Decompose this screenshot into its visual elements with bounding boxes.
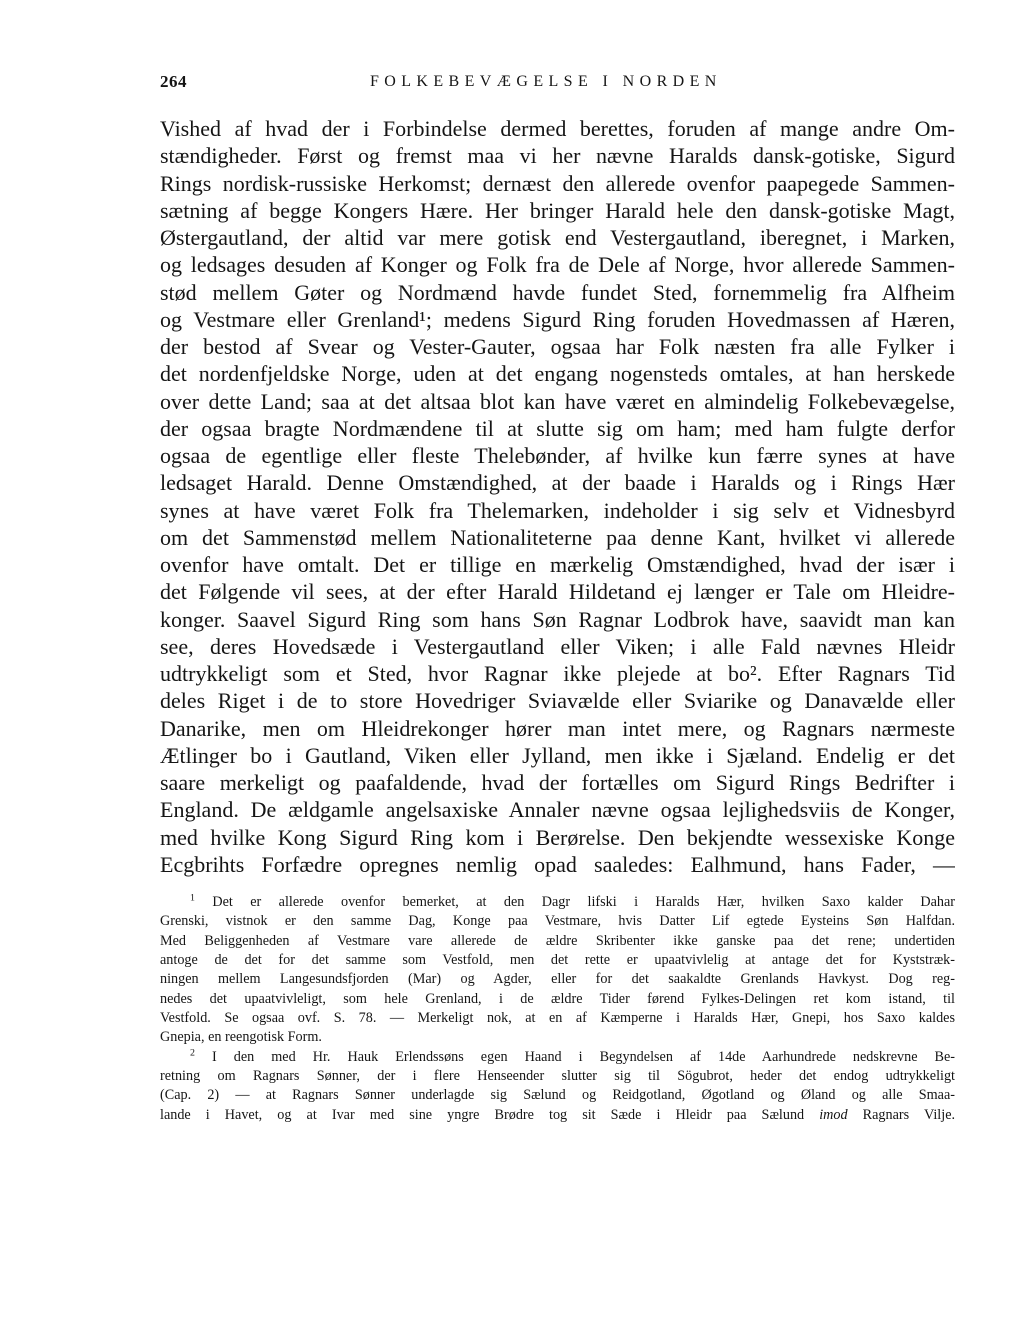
footnote-line xyxy=(160,1106,955,1125)
running-title: FOLKEBEVÆGELSE I NORDEN xyxy=(370,73,722,90)
footnote-line: Gnepia, en reengotisk Form. xyxy=(160,1029,322,1046)
footnote-line: ningen mellem Langesundsfjorden (Mar) og Agder, eller for det saakaldte Grenlands Havkyst. Dog reg- xyxy=(160,971,955,988)
body-line: over dette Land; saa at det altsaa blot kan have været en almindelig Folkebevægelse, xyxy=(160,388,955,414)
body-line: stændigheder. Først og fremst maa vi her nævne Haralds dansk-gotiske, Sigurd xyxy=(160,143,955,169)
footnote-line: nedes det upaatvivleligt, som hele Grenland, i de ældre Tider førend Fylkes-Delingen ret kom istand, til xyxy=(160,990,955,1007)
footnote-line: antoge de det for det samme som Vestfold, men det rette er upaatvivlelig at antage det for Kyststræk- xyxy=(160,952,955,969)
body-line: og ledsages desuden af Konger og Folk fra de Dele af Norge, hvor allerede Sammen- xyxy=(160,252,955,278)
body-line: Rings nordisk-russiske Herkomst; dernæst den allerede ovenfor paapegede Sammen- xyxy=(160,170,955,196)
body-line: udtrykkeligt som et Sted, hvor Ragnar ikke plejede at bo². Efter Ragnars Tid xyxy=(160,661,955,686)
running-head xyxy=(160,72,955,98)
footnote-1 xyxy=(160,893,955,1048)
footnotes xyxy=(160,893,955,1125)
footnote-marker: 2 xyxy=(190,1047,195,1059)
body-line: der ogsaa bragte Nordmændene til at slutte sig om ham; med ham fulgte derfor xyxy=(160,415,955,441)
footnote-line: Vestfold. Se ogsaa ovf. S. 78. — Merkeligt nok, at en af Kæmperne i Haralds Hær, Gnepi, hos Saxo kaldes xyxy=(160,1010,955,1027)
body-line: det Følgende vil sees, at der efter Harald Hildetand ej længer er Tale om Hleidre- xyxy=(160,579,955,605)
footnote-line: retning om Ragnars Sønner, der i flere Henseender slutter sig til Sögubrot, heder det endog udtrykkeligt xyxy=(160,1068,955,1085)
body-line: med hvilke Kong Sigurd Ring kom i Berørelse. Den bekjendte wessexiske Konge xyxy=(160,824,955,850)
body-line: saare merkeligt og paafaldende, hvad der fortælles om Sigurd Rings Bedrifter i xyxy=(160,770,955,795)
body-line: Ecgbrihts Forfædre opregnes nemlig opad saaledes: Ealhmund, hans Fader, — xyxy=(160,851,955,877)
footnote-line: (Cap. 2) — at Ragnars Sønner underlagde sig Sælund og Reidgotland, Øgotland og Øland og alle Smaa- xyxy=(160,1087,955,1104)
body-line: deles Riget i de to store Hovedriger Sviavælde eller Sviarike og Danavælde eller xyxy=(160,688,955,714)
footnote-italic-word: imod xyxy=(819,1106,848,1123)
body-line: det nordenfjeldske Norge, uden at det engang nogensteds omtales, at han herskede xyxy=(160,361,955,387)
body-line: see, deres Hovedsæde i Vestergautland eller Viken; i alle Fald nævnes Hleidr xyxy=(160,633,955,659)
footnote-2 xyxy=(160,1048,955,1125)
footnote-line: Grenski, vistnok er den samme Dag, Konge paa Vestmare, hvis Datter Lif egtede Eysteins Søn Halfdan. xyxy=(160,913,955,930)
body-line: om det Sammenstød mellem Nationaliteterne paa denne Kant, hvilket vi allerede xyxy=(160,524,955,550)
footnote-line xyxy=(160,893,955,912)
footnote-line xyxy=(160,1048,955,1067)
body-line: konger. Saavel Sigurd Ring som hans Søn Ragnar Lodbrok have, saavidt man kan xyxy=(160,606,955,632)
footnote-marker: 1 xyxy=(190,893,195,904)
body-line: og Vestmare eller Grenland¹; medens Sigurd Ring foruden Hovedmassen af Hæren, xyxy=(160,306,955,332)
footnote-text: I den med Hr. Hauk Erlendssøns egen Haand i Begyndelsen af 14de Aarhundrede nedskrevne Be- xyxy=(212,1048,955,1065)
body-line: Ætlinger bo i Gautland, Viken eller Jylland, men ikke i Sjæland. Endelig er det xyxy=(160,742,955,768)
body-line: ledsaget Harald. Denne Omstændighed, at der baade i Haralds og i Rings Hær xyxy=(160,470,955,496)
body-text xyxy=(160,115,955,878)
footnote-text: Ragnars Vilje. xyxy=(862,1106,955,1123)
page-number: 264 xyxy=(160,72,187,91)
body-line: stød mellem Gøter og Nordmænd havde fundet Sted, fornemmelig fra Alfheim xyxy=(160,279,955,305)
body-line: Østergautland, der altid var mere gotisk end Vestergautland, iberegnet, i Marken, xyxy=(160,225,955,250)
body-line: ovenfor have omtalt. Det er tillige en mærkelig Omstændighed, hvad der især i xyxy=(160,552,955,577)
body-line: Vished af hvad der i Forbindelse dermed berettes, foruden af mange andre Om- xyxy=(160,116,955,141)
body-line: sætning af begge Kongers Hære. Her bringer Harald hele den dansk-gotiske Magt, xyxy=(160,197,955,223)
body-line: synes at have været Folk fra Thelemarken, indeholder i sig selv et Vidnesbyrd xyxy=(160,497,955,523)
body-line: England. De ældgamle angelsaxiske Annaler nævne ogsaa lejlighedsviis de Konger, xyxy=(160,797,955,823)
body-line: Danarike, men om Hleidrekonger hører man intet mere, og Ragnars nærmeste xyxy=(160,715,955,741)
footnote-text: Det er allerede ovenfor bemerket, at den Dagr lifski i Haralds Hær, hvilken Saxo kalder Dahar xyxy=(212,894,955,910)
body-line: ogsaa de egentlige eller fleste Thelebønder, af hvilke kun færre synes at have xyxy=(160,443,955,468)
footnote-line: Med Beliggenheden af Vestmare vare allerede de ældre Skribenter ikke ganske paa det rene; undertiden xyxy=(160,932,955,949)
footnote-text: lande i Havet, og at Ivar med sine yngre Brødre tog sit Sæde i Hleidr paa Sælund xyxy=(160,1106,805,1123)
body-line: der bestod af Svear og Vester-Gauter, ogsaa har Folk næsten fra alle Fylker i xyxy=(160,334,955,359)
